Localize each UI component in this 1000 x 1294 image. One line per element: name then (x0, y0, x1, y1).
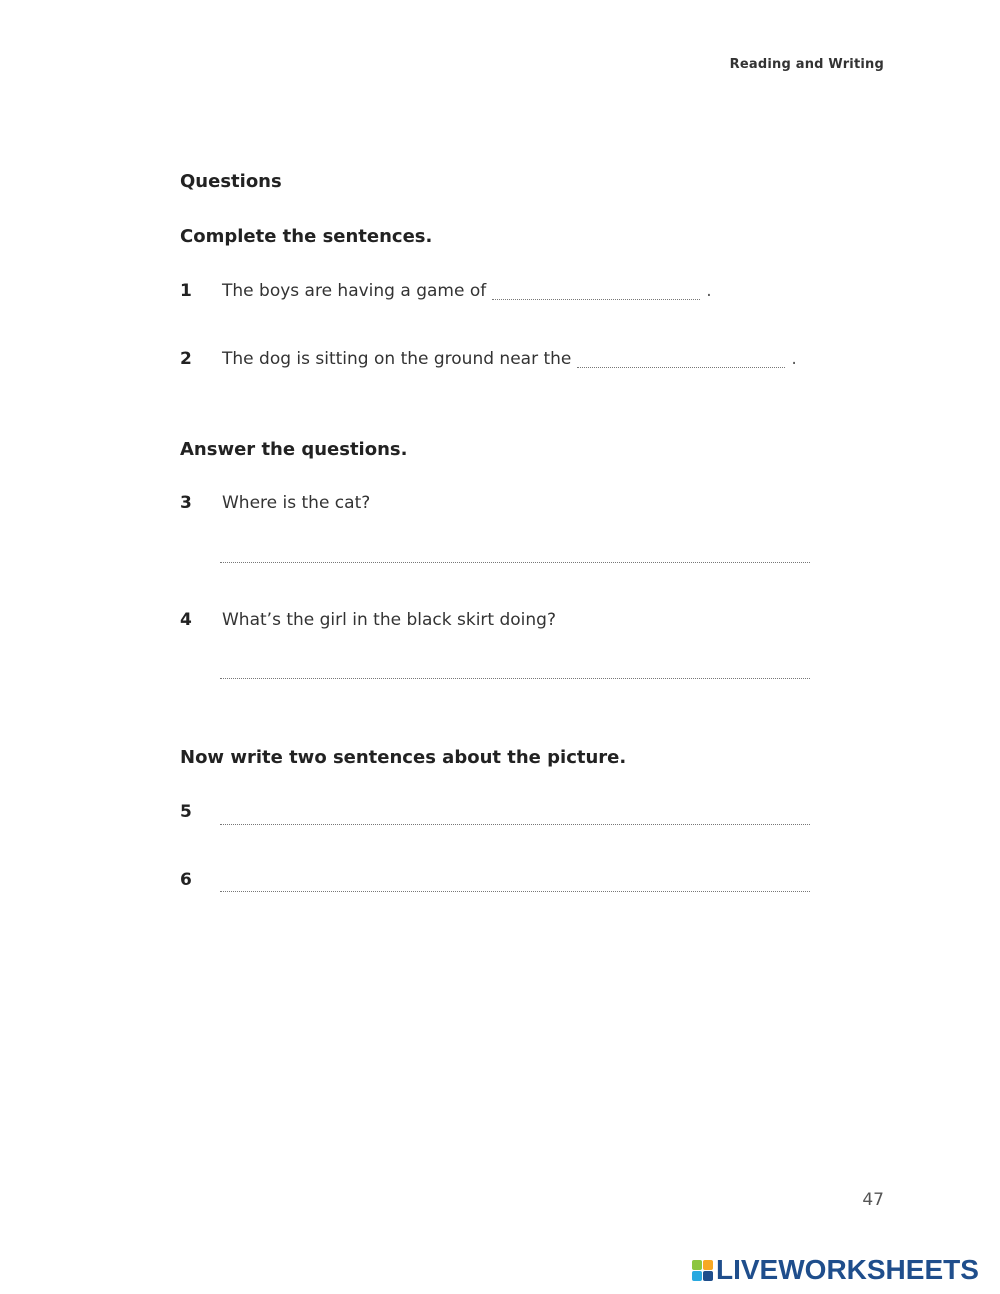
brand-text: LIVEWORKSHEETS (716, 1254, 979, 1285)
liveworksheets-brand (692, 1254, 979, 1286)
question-4-answer-field[interactable] (220, 660, 810, 679)
question-3-number: 3 (180, 493, 192, 513)
question-1 (222, 281, 712, 301)
section-header: Reading and Writing (729, 57, 884, 72)
liveworksheets-logo-icon (692, 1260, 713, 1281)
logo-square-3 (692, 1271, 702, 1281)
question-3-text: Where is the cat? (222, 493, 371, 513)
logo-square-4 (703, 1271, 713, 1281)
complete-sentences-heading: Complete the sentences. (180, 226, 433, 247)
question-2-period: . (791, 349, 797, 369)
question-6-answer-field[interactable] (220, 873, 810, 892)
write-sentences-heading: Now write two sentences about the picture. (180, 747, 627, 768)
question-2 (222, 349, 797, 369)
page-number: 47 (862, 1190, 884, 1210)
question-1-period: . (706, 281, 712, 301)
question-3-answer-field[interactable] (220, 544, 810, 563)
question-5-number: 5 (180, 802, 192, 822)
logo-square-1 (692, 1260, 702, 1270)
question-4-text: What’s the girl in the black skirt doing? (222, 610, 556, 630)
question-1-number: 1 (180, 281, 192, 301)
question-2-number: 2 (180, 349, 192, 369)
question-6-number: 6 (180, 870, 192, 890)
question-5-answer-field[interactable] (220, 806, 810, 825)
question-1-text: The boys are having a game of (222, 281, 487, 301)
logo-square-2 (703, 1260, 713, 1270)
question-2-text: The dog is sitting on the ground near the (222, 349, 572, 369)
questions-heading: Questions (180, 171, 282, 192)
question-1-answer-field[interactable] (492, 283, 700, 300)
question-4-number: 4 (180, 610, 192, 630)
answer-questions-heading: Answer the questions. (180, 439, 408, 460)
question-2-answer-field[interactable] (577, 351, 785, 368)
